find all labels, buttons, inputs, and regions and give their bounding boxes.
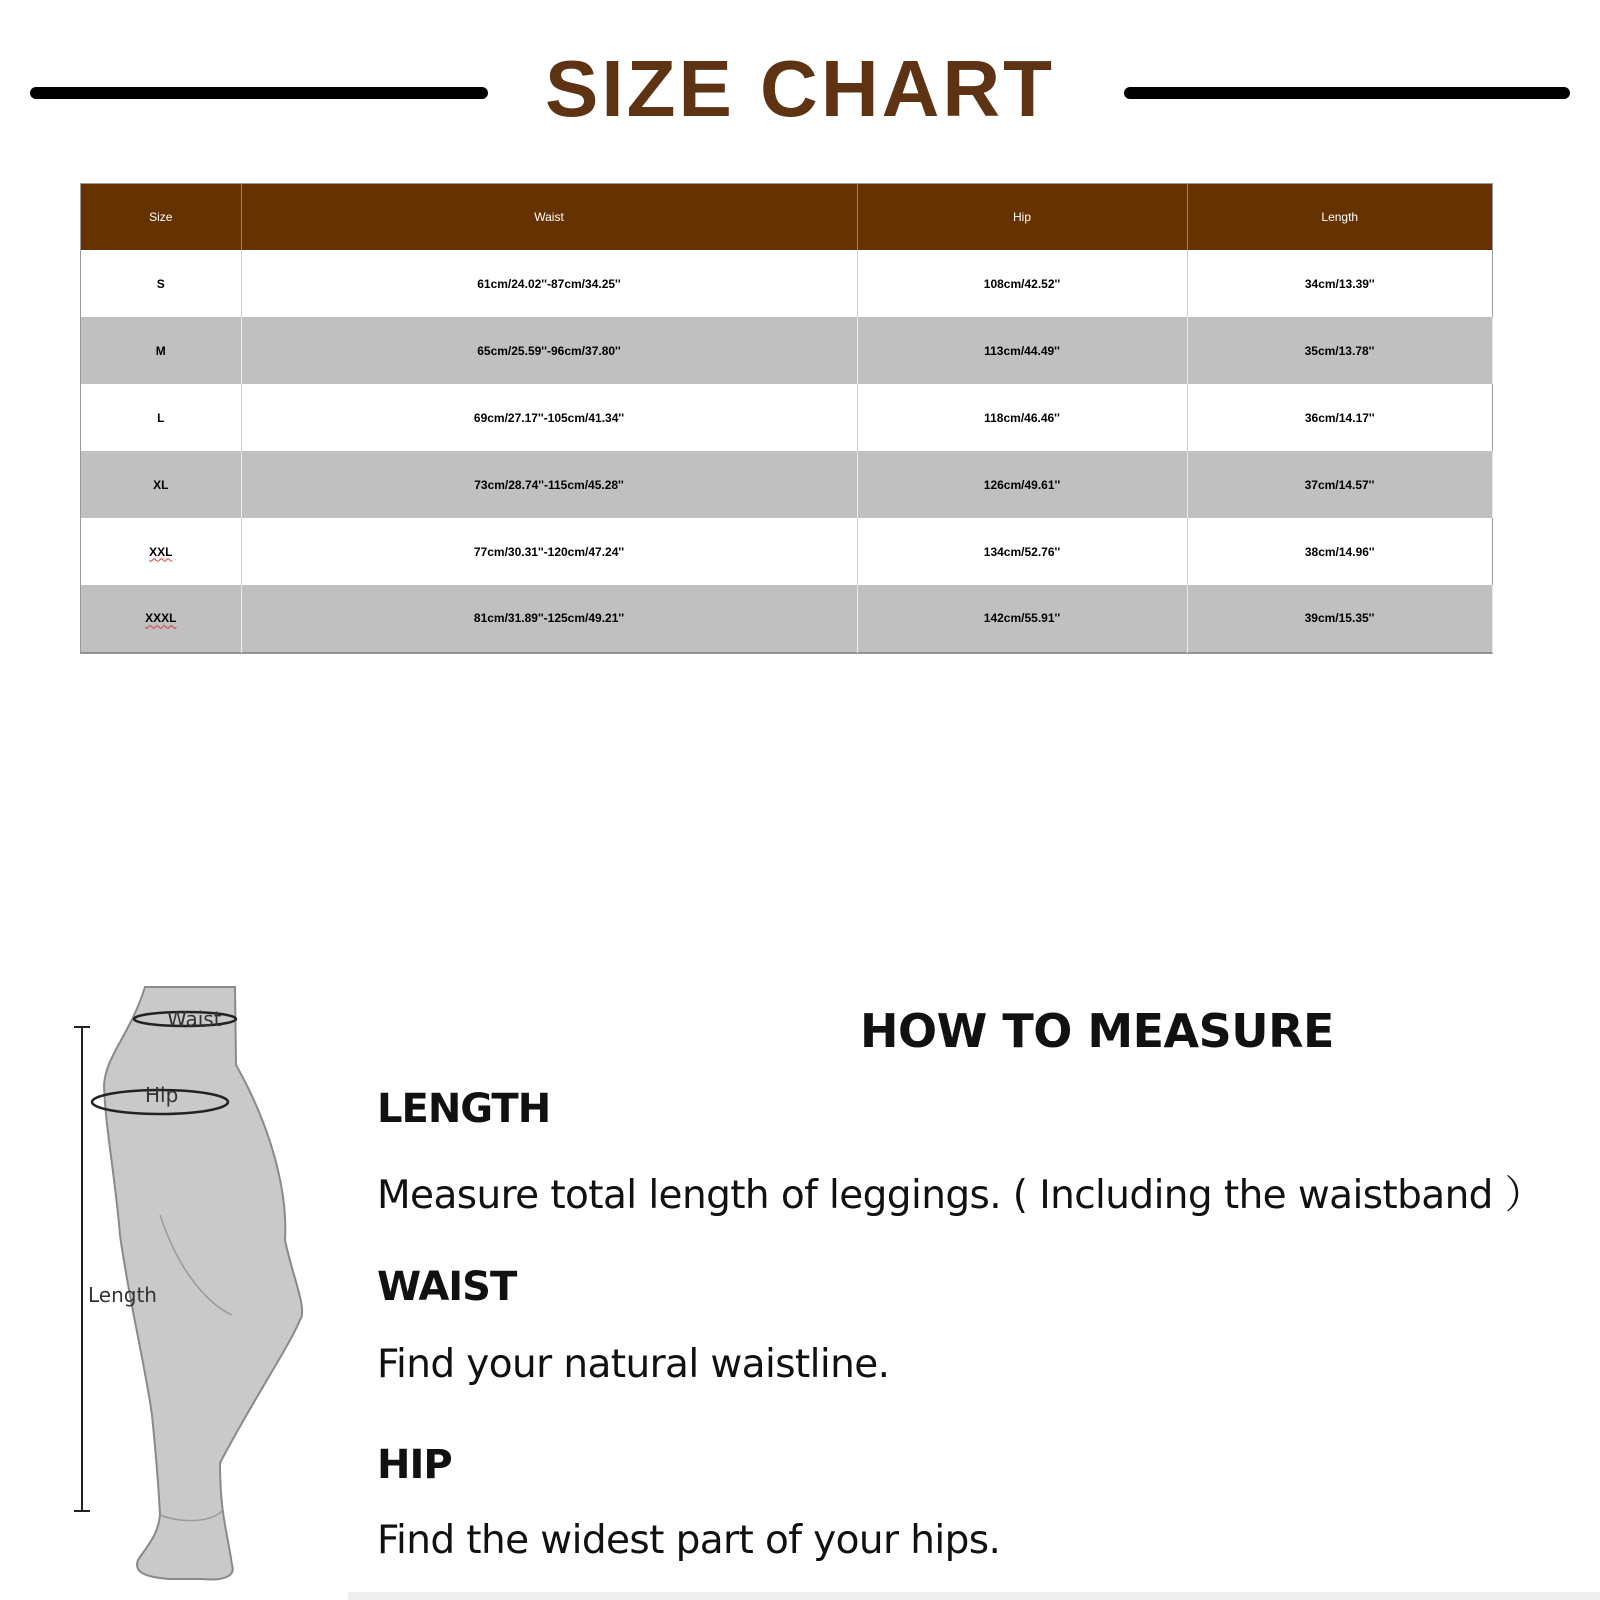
size-cell: L (81, 384, 241, 451)
leggings-figure (60, 975, 360, 1595)
bottom-divider (348, 1592, 1600, 1600)
size-cell (81, 518, 241, 585)
table-row (81, 317, 1492, 384)
length-label: Length (88, 1283, 157, 1307)
size-cell: XL (81, 451, 241, 518)
hip-cell: 142cm/55.91'' (857, 585, 1187, 652)
column-header-size: Size (81, 184, 241, 250)
waist-cell: 61cm/24.02''-87cm/34.25'' (241, 250, 857, 317)
length-cell: 37cm/14.57'' (1187, 451, 1492, 518)
waist-label: Waist (167, 1007, 222, 1031)
waist-cell: 81cm/31.89''-125cm/49.21'' (241, 585, 857, 652)
section-heading-hip: HIP (377, 1442, 452, 1488)
column-header-waist: Waist (241, 184, 857, 250)
hip-cell: 126cm/49.61'' (857, 451, 1187, 518)
column-header-hip: Hip (857, 184, 1187, 250)
hip-label: Hip (145, 1083, 179, 1107)
hip-cell: 118cm/46.46'' (857, 384, 1187, 451)
size-table (81, 184, 1493, 653)
table-row (81, 585, 1492, 652)
length-cell: 39cm/15.35'' (1187, 585, 1492, 652)
length-cell: 35cm/13.78'' (1187, 317, 1492, 384)
section-heading-waist: WAIST (377, 1264, 517, 1310)
page-title: SIZE CHART (545, 44, 1055, 133)
waist-cell: 69cm/27.17''-105cm/41.34'' (241, 384, 857, 451)
length-cell: 36cm/14.17'' (1304, 410, 1375, 425)
size-cell: M (81, 317, 241, 384)
length-cell: 34cm/13.39'' (1304, 276, 1375, 291)
waist-cell: 73cm/28.74''-115cm/45.28'' (241, 451, 857, 518)
title-rule-right (1124, 87, 1570, 99)
waist-cell: 77cm/30.31''-120cm/47.24'' (241, 518, 857, 585)
table-row (81, 250, 1492, 317)
size-cell: S (81, 250, 241, 317)
section-text-hip: Find the widest part of your hips. (377, 1518, 1001, 1563)
waist-cell: 65cm/25.59''-96cm/37.80'' (241, 317, 857, 384)
hip-cell: 134cm/52.76'' (857, 518, 1187, 585)
section-text-length: Measure total length of leggings. ( Including the waistband ） (377, 1173, 1544, 1218)
length-cell: 38cm/14.96'' (1304, 544, 1375, 559)
size-cell (81, 585, 241, 652)
table-header-row (81, 184, 1492, 250)
table-row (81, 384, 1492, 451)
table-row (81, 451, 1492, 518)
hip-cell: 113cm/44.49'' (857, 317, 1187, 384)
table-row (81, 518, 1492, 585)
column-header-length: Length (1187, 184, 1492, 250)
section-heading-length: LENGTH (377, 1086, 551, 1132)
hip-cell: 108cm/42.52'' (857, 250, 1187, 317)
size-text: XXXL (145, 611, 177, 626)
how-to-measure-title: HOW TO MEASURE (860, 1004, 1334, 1058)
section-text-waist: Find your natural waistline. (377, 1342, 890, 1387)
size-text: XXL (149, 544, 173, 559)
